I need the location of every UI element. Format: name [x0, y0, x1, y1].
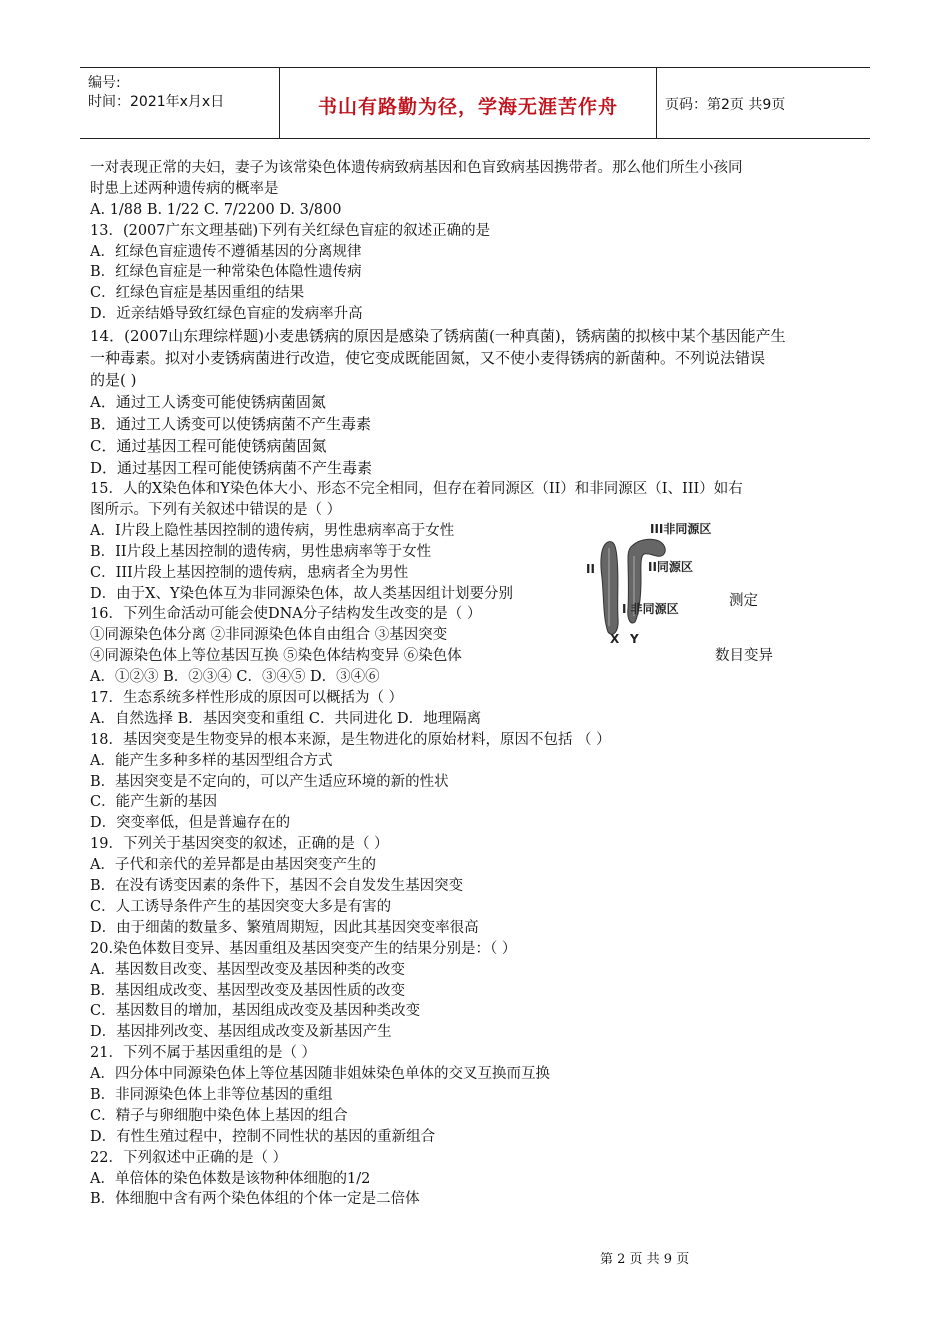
xy-chromosome-figure — [586, 518, 746, 650]
page-number-label: 页码：第2页 共9页 — [665, 97, 786, 113]
option-line: A．通过工人诱变可能使锈病菌固氮 — [90, 393, 326, 412]
option-line: A．基因数目改变、基因型改变及基因种类的改变 — [90, 961, 405, 978]
option-line: A．红绿色盲症遗传不遵循基因的分离规律 — [90, 243, 362, 260]
chromosome-drawing — [586, 518, 746, 650]
option-line: C．人工诱导条件产生的基因突变大多是有害的 — [90, 898, 392, 915]
question-16: 16．下列生命活动可能会使DNA分子结构发生改变的是（ ） — [90, 606, 482, 623]
text-span: ④同源染色体上等位基因互换 ⑤染色体结构变异 ⑥染色体 — [90, 648, 462, 665]
header-info-cell — [80, 68, 280, 138]
text-line: 时患上述两种遗传病的概率是 — [90, 180, 279, 197]
option-line: B．基因组成改变、基因型改变及基因性质的改变 — [90, 982, 406, 999]
text-line: 一种毒素。拟对小麦锈病菌进行改造，使它变成既能固氮，又不使小麦得锈病的新菌种。不列说法错误 — [90, 349, 766, 368]
question-14: 14．(2007山东理综样题)小麦患锈病的原因是感染了锈病菌(一种真菌)，锈病菌的拟核中某个基因能产生 — [90, 327, 786, 346]
answer-options: A．自然选择 B．基因突变和重组 C．共同进化 D．地理隔离 — [90, 710, 482, 727]
question-15: 15．人的X染色体和Y染色体大小、形态不完全相同，但存在着同源区（II）和非同源区（I、III）如右 — [90, 481, 743, 498]
option-line: C．III片段上基因控制的遗传病，患病者全为男性 — [90, 564, 409, 581]
text-line: 的是( ) — [90, 371, 137, 390]
text-span: 数目变异 — [715, 648, 773, 665]
question-21: 21．下列不属于基因重组的是（ ） — [90, 1045, 317, 1062]
option-line: C．精子与卵细胞中染色体上基因的组合 — [90, 1107, 348, 1124]
question-17: 17．生态系统多样性形成的原因可以概括为（ ） — [90, 690, 404, 707]
text-span: 测定 — [729, 593, 758, 609]
question-content — [90, 158, 870, 1210]
option-line: B．通过工人诱变可以使锈病菌不产生毒素 — [90, 415, 372, 434]
header-motto-cell — [280, 68, 657, 138]
option-line: D．基因排列改变、基因组成改变及新基因产生 — [90, 1024, 392, 1041]
option-line: D．有性生殖过程中，控制不同性状的基因的重新组合 — [90, 1128, 436, 1145]
label-ii: II — [586, 562, 595, 576]
question-20: 20.染色体数目变异、基因重组及基因突变产生的结果分别是：（ ） — [90, 940, 517, 957]
label-ii-region: II同源区 — [648, 560, 693, 574]
option-line: B．在没有诱变因素的条件下，基因不会自发发生基因突变 — [90, 878, 464, 895]
question-18: 18．基因突变是生物变异的根本来源，是生物进化的原始材料，原因不包括 （ ） — [90, 731, 611, 748]
label-y: Y — [630, 632, 639, 646]
answer-options: A．①②③ B．②③④ C．③④⑤ D．③④⑥ — [90, 669, 380, 686]
option-line: A．能产生多种多样的基因型组合方式 — [90, 752, 333, 769]
question-22: 22．下列叙述中正确的是（ ） — [90, 1149, 288, 1166]
option-line: C．通过基因工程可能使锈病菌固氮 — [90, 437, 327, 456]
option-line: A．四分体中同源染色体上等位基因随非姐妹染色单体的交叉互换而互换 — [90, 1066, 550, 1083]
option-line: B．II片段上基因控制的遗传病，男性患病率等于女性 — [90, 543, 432, 560]
option-line: C．基因数目的增加，基因组成改变及基因种类改变 — [90, 1003, 421, 1020]
time-label: 时间：2021年x月x日 — [88, 94, 225, 110]
text-line — [90, 646, 870, 667]
question-19: 19．下列关于基因突变的叙述，正确的是（ ） — [90, 836, 389, 853]
label-i-region: I 非同源区 — [622, 602, 679, 616]
option-line: D．由于X、Y染色体互为非同源染色体，故人类基因组计划要分别 — [90, 585, 514, 602]
option-line: C．能产生新的基因 — [90, 794, 218, 811]
option-line: D．突变率低，但是普遍存在的 — [90, 815, 291, 832]
option-line: A．I片段上隐性基因控制的遗传病，男性患病率高于女性 — [90, 522, 455, 539]
header-motto: 书山有路勤为径，学海无涯苦作舟 — [317, 96, 618, 118]
option-line: A．单倍体的染色体数是该物种体细胞的1/2 — [90, 1170, 371, 1187]
page-header — [80, 67, 870, 139]
page-footer: 第 2 页 共 9 页 — [600, 1252, 690, 1267]
option-line: B．红绿色盲症是一种常染色体隐性遗传病 — [90, 264, 362, 281]
option-line: B．基因突变是不定向的，可以产生适应环境的新的性状 — [90, 773, 449, 790]
option-line: A．子代和亲代的差异都是由基因突变产生的 — [90, 857, 376, 874]
answer-options: A. 1/88 B. 1/22 C. 7/2200 D. 3/800 — [90, 201, 342, 218]
option-line: B．体细胞中含有两个染色体组的个体一定是二倍体 — [90, 1191, 420, 1208]
option-line: D．近亲结婚导致红绿色盲症的发病率升高 — [90, 306, 363, 323]
question-13: 13．(2007广东文理基础)下列有关红绿色盲症的叙述正确的是 — [90, 222, 491, 239]
header-page-cell — [657, 68, 870, 138]
option-line: C．红绿色盲症是基因重组的结果 — [90, 285, 305, 302]
text-line: ①同源染色体分离 ②非同源染色体自由组合 ③基因突变 — [90, 627, 448, 644]
option-line: B．非同源染色体上非等位基因的重组 — [90, 1086, 333, 1103]
text-line: 图所示。下列有关叙述中错误的是（ ） — [90, 502, 342, 519]
label-x: X — [610, 632, 620, 646]
label-iii-region: III非同源区 — [650, 522, 712, 536]
option-line: D．通过基因工程可能使锈病菌不产生毒素 — [90, 459, 373, 478]
number-label: 编号: — [88, 75, 121, 91]
option-line: D．由于细菌的数量多、繁殖周期短，因此其基因突变率很高 — [90, 919, 479, 936]
text-line: 一对表现正常的夫妇，妻子为该常染色体遗传病致病基因和色盲致病基因携带者。那么他们所生小孩同 — [90, 160, 743, 176]
